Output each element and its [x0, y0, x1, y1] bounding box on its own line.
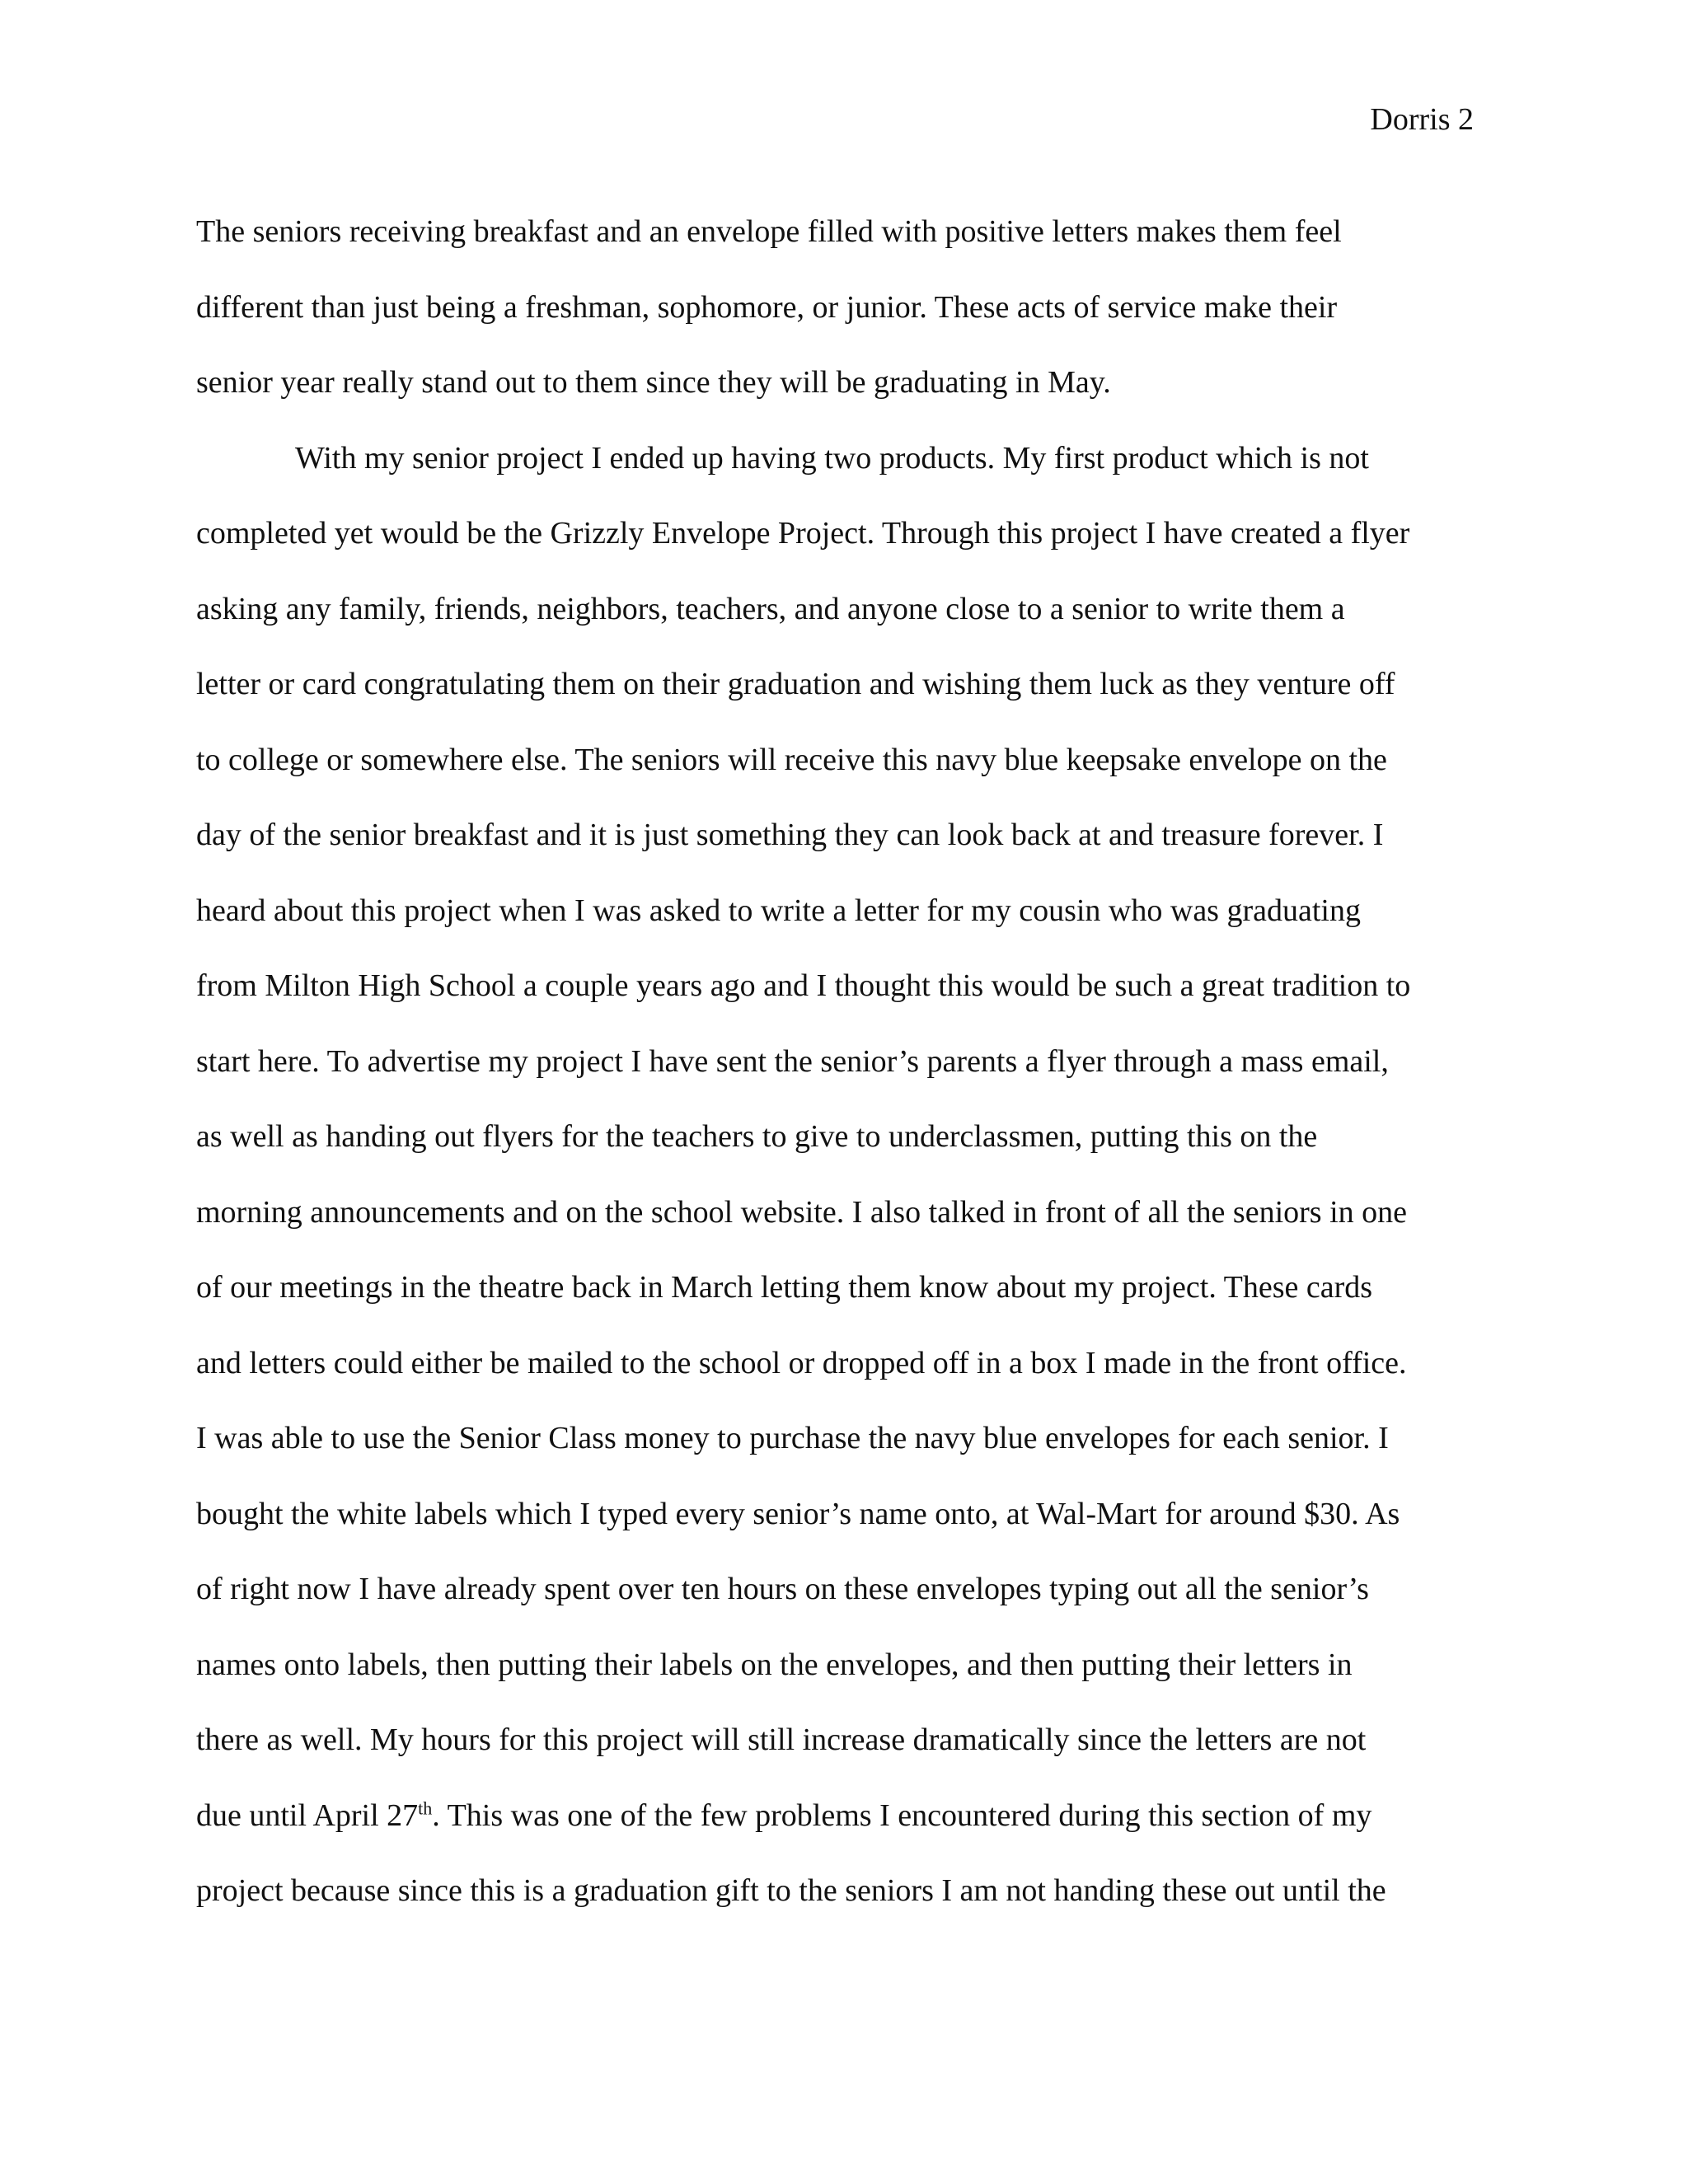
text-line: from Milton High School a couple years ago and I thought this would be such a great tradition to [196, 968, 1411, 1003]
text-line: different than just being a freshman, sophomore, or junior. These acts of service make their [196, 289, 1338, 325]
text-line: completed yet would be the Grizzly Envelope Project. Through this project I have created a flyer [196, 516, 1410, 551]
text-line: day of the senior breakfast and it is just something they can look back at and treasure forever. I [196, 818, 1384, 852]
text-segment: due until April 27 [196, 1797, 419, 1833]
body-text [196, 194, 1503, 1929]
text-line: and letters could either be mailed to the school or dropped off in a box I made in the front office. [196, 1345, 1407, 1380]
text-line: there as well. My hours for this project will still increase dramatically since the letters are not [196, 1722, 1367, 1757]
text-line: start here. To advertise my project I have sent the senior’s parents a flyer through a mass email, [196, 1043, 1389, 1079]
text-line: morning announcements and on the school website. I also talked in front of all the seniors in one [196, 1194, 1407, 1230]
text-line: asking any family, friends, neighbors, teachers, and anyone close to a senior to write them a [196, 591, 1345, 626]
text-line: to college or somewhere else. The seniors will receive this navy blue keepsake envelope on the [196, 742, 1387, 777]
text-line: The seniors receiving breakfast and an envelope filled with positive letters makes them feel [196, 214, 1342, 249]
paragraph-first-line: With my senior project I ended up having two products. My first product which is not [295, 440, 1369, 476]
text-line: bought the white labels which I typed every senior’s name onto, at Wal-Mart for around $30. As [196, 1496, 1400, 1531]
running-head: Dorris 2 [1370, 102, 1474, 137]
text-line: project because since this is a graduation gift to the seniors I am not handing these out until the [196, 1873, 1386, 1908]
text-segment: . This was one of the few problems I encountered during this section of my [432, 1797, 1372, 1833]
text-line: heard about this project when I was asked to write a letter for my cousin who was graduating [196, 893, 1361, 928]
text-line: I was able to use the Senior Class money to purchase the navy blue envelopes for each senior. I [196, 1421, 1389, 1455]
text-line: senior year really stand out to them since they will be graduating in May. [196, 365, 1111, 400]
ordinal-superscript: th [418, 1797, 433, 1818]
text-line: letter or card congratulating them on their graduation and wishing them luck as they venture off [196, 667, 1395, 701]
text-line: names onto labels, then putting their labels on the envelopes, and then putting their letters in [196, 1647, 1353, 1682]
text-line: of our meetings in the theatre back in March letting them know about my project. These cards [196, 1270, 1373, 1305]
text-line: as well as handing out flyers for the teachers to give to underclassmen, putting this on the [196, 1119, 1318, 1154]
text-line: of right now I have already spent over ten hours on these envelopes typing out all the senior’s [196, 1572, 1369, 1606]
text-line-with-superscript [196, 1779, 1503, 1854]
